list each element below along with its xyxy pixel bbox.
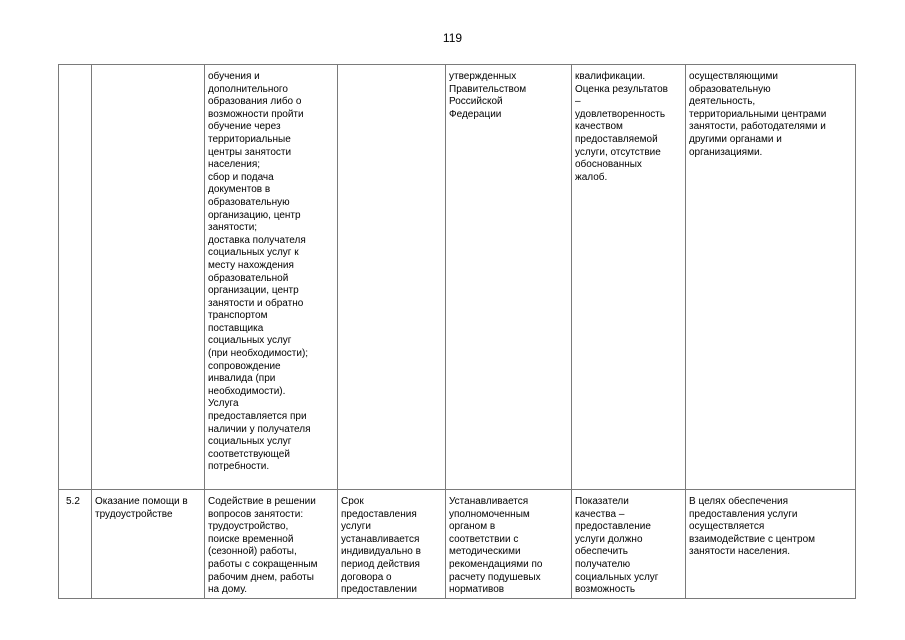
row-number-cell [59, 65, 92, 490]
service-conditions-cell: В целях обеспечения предоставления услуги осуществляется взаимодействие с центром занятости населения. [686, 490, 856, 599]
service-description-cell: Содействие в решении вопросов занятости: трудоустройство, поиске временной (сезонной) работы, работы с сокращенным рабочим днем, работы на дому. [205, 490, 338, 599]
service-description-cell: обучения и дополнительного образования либо о возможности пройти обучение через территориальные центры занятости населения; сбор и подача документов в образовательную организацию, центр занятости; доставка получателя социальных услуг к месту нахождения образовательной организации, центр занятости и обратно транспортом поставщика социальных услуг (при необходимости); сопровождение инвалида (при необходимости). Услуга предоставляется при наличии у получателя социальных услуг соответствующей потребности. [205, 65, 338, 490]
service-quality-cell: квалификации. Оценка результатов – удовлетворенность качеством предоставляемой услуги, отсутствие обоснованных жалоб. [572, 65, 686, 490]
service-name-cell [92, 65, 205, 490]
service-conditions-cell: осуществляющими образовательную деятельность, территориальными центрами занятости, работодателями и другими органами и организациями. [686, 65, 856, 490]
service-term-cell: Срок предоставления услуги устанавливается индивидуально в период действия договора о предоставлении [338, 490, 446, 599]
service-term-cell [338, 65, 446, 490]
table-row [59, 65, 856, 490]
services-table [58, 64, 856, 599]
service-norm-cell: Устанавливается уполномоченным органом в соответствии с методическими рекомендациями по расчету подушевых нормативов [446, 490, 572, 599]
service-norm-cell: утвержденных Правительством Российской Федерации [446, 65, 572, 490]
service-name-cell: Оказание помощи в трудоустройстве [92, 490, 205, 599]
page-number: 119 [442, 31, 463, 45]
service-quality-cell: Показатели качества – предоставление услуги должно обеспечить получателю социальных услуг возможность [572, 490, 686, 599]
table-row [59, 490, 856, 599]
row-number-cell: 5.2 [59, 490, 92, 599]
